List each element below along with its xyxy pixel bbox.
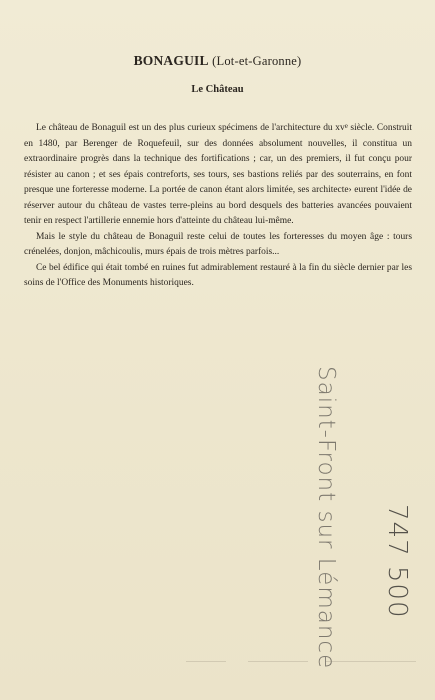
century-numeral: xv xyxy=(335,123,345,133)
paragraph-restoration: Ce bel édifice qui était tombé en ruines fut admirablement restauré à la fin du siècle dernier par les soins de l'Office des Monuments historiques. xyxy=(24,262,412,288)
handwritten-location-line1: Saint-Front sur xyxy=(313,366,339,550)
paragraph-style: Mais le style du château de Bonaguil reste celui de toutes les forteresses du moyen âge : tours crénelées, donjon, mâchicoulis, murs épais de trois mètres parfois... xyxy=(24,231,412,257)
place-name: BONAGUIL xyxy=(133,53,209,68)
faint-publisher-imprint xyxy=(186,655,416,671)
card-heading xyxy=(0,53,435,69)
handwritten-code: 747 500 xyxy=(382,504,412,619)
handwritten-location-line2: Lémance xyxy=(313,557,339,670)
card-subtitle: Le Château xyxy=(191,84,244,95)
paragraph-history-part2: siècle. Construit en 1480, par Berenger de Roquefeuil, sur des données absolument nouvelles, il constitua un extraordinaire progrès dans la technique des fortifications ; car, un des premiers, il fut conçu pour résister au canon ; et ses épais contreforts, ses tours, ses bastions reliés par des souterrains, en font presque une forteresse moderne. La portée de canon étant alors limitée, ses architecte› eurent l'idée de réserver autour du château de vastes terre-pleins au bord desquels des batteries avancées pouvaient tenir en respect l'artillerie ennemie hors d'atteinte du château lui-même. xyxy=(24,123,412,226)
description-text xyxy=(24,119,412,292)
paragraph-history xyxy=(24,119,412,230)
century-superscript: e xyxy=(344,122,348,130)
paragraph-history-part1: Le château de Bonaguil est un des plus curieux spécimens de l'architecture du xyxy=(36,123,336,133)
department-name: (Lot-et-Garonne) xyxy=(212,54,302,68)
handwritten-annotation xyxy=(313,366,339,669)
